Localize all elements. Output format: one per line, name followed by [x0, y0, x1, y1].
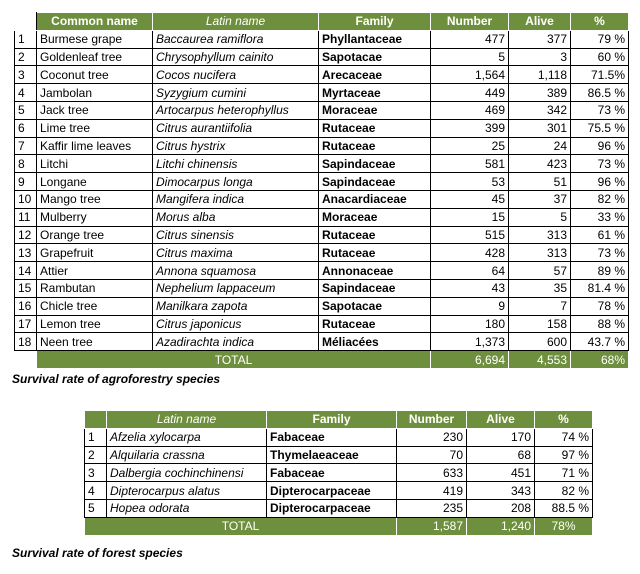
percent-cell: 81.4 % [571, 279, 629, 297]
common-name-cell: Jack tree [37, 101, 153, 119]
family-cell: Rutaceae [319, 119, 431, 137]
latin-name-cell: Nephelium lappaceum [153, 279, 319, 297]
agro-header-row [15, 13, 629, 31]
row-index: 3 [85, 464, 107, 482]
family-cell: Thymelaeaceae [267, 446, 397, 464]
table-row [15, 119, 629, 137]
forest-header-latin-name: Latin name [107, 411, 267, 429]
family-cell: Fabaceae [267, 428, 397, 446]
row-index: 3 [15, 66, 37, 84]
forest-header-percent: % [535, 411, 593, 429]
alive-cell: 1,118 [509, 66, 571, 84]
forest-total-percent: 78% [535, 517, 593, 535]
agro-total-label: TOTAL [37, 351, 431, 369]
forest-total-row [85, 517, 593, 535]
agroforestry-caption: Survival rate of agroforestry species [12, 372, 221, 386]
latin-name-cell: Hopea odorata [107, 499, 267, 517]
row-index: 18 [15, 333, 37, 351]
family-cell: Rutaceae [319, 137, 431, 155]
forest-header-index [85, 411, 107, 429]
family-cell: Sapotacae [319, 297, 431, 315]
latin-name-cell: Afzelia xylocarpa [107, 428, 267, 446]
number-cell: 43 [431, 279, 509, 297]
alive-cell: 57 [509, 262, 571, 280]
forest-total-number: 1,587 [397, 517, 467, 535]
family-cell: Annonaceae [319, 262, 431, 280]
agro-header-latin-name: Latin name [153, 13, 319, 31]
family-cell: Rutaceae [319, 226, 431, 244]
percent-cell: 43.7 % [571, 333, 629, 351]
family-cell: Fabaceae [267, 464, 397, 482]
common-name-cell: Mulberry [37, 208, 153, 226]
percent-cell: 88.5 % [535, 499, 593, 517]
table-row [85, 482, 593, 500]
percent-cell: 73 % [571, 101, 629, 119]
row-index: 4 [85, 482, 107, 500]
agro-total-number: 6,694 [431, 351, 509, 369]
latin-name-cell: Morus alba [153, 208, 319, 226]
alive-cell: 208 [467, 499, 535, 517]
row-index: 14 [15, 262, 37, 280]
number-cell: 1,564 [431, 66, 509, 84]
alive-cell: 24 [509, 137, 571, 155]
row-index: 17 [15, 315, 37, 333]
percent-cell: 60 % [571, 48, 629, 66]
family-cell: Sapotacae [319, 48, 431, 66]
row-index: 11 [15, 208, 37, 226]
common-name-cell: Attier [37, 262, 153, 280]
family-cell: Sapindaceae [319, 279, 431, 297]
latin-name-cell: Annona squamosa [153, 262, 319, 280]
percent-cell: 78 % [571, 297, 629, 315]
percent-cell: 89 % [571, 262, 629, 280]
alive-cell: 51 [509, 173, 571, 191]
agro-total-alive: 4,553 [509, 351, 571, 369]
number-cell: 180 [431, 315, 509, 333]
agro-header-index [15, 13, 37, 31]
family-cell: Rutaceae [319, 315, 431, 333]
agro-header-alive: Alive [509, 13, 571, 31]
alive-cell: 423 [509, 155, 571, 173]
agro-total-row [15, 351, 629, 369]
alive-cell: 343 [467, 482, 535, 500]
table-row [15, 208, 629, 226]
agro-total-percent: 68% [571, 351, 629, 369]
percent-cell: 61 % [571, 226, 629, 244]
row-index: 1 [15, 30, 37, 48]
row-index: 2 [85, 446, 107, 464]
latin-name-cell: Manilkara zapota [153, 297, 319, 315]
number-cell: 9 [431, 297, 509, 315]
latin-name-cell: Dalbergia cochinchinensi [107, 464, 267, 482]
table-row [85, 428, 593, 446]
table-row [15, 173, 629, 191]
number-cell: 15 [431, 208, 509, 226]
alive-cell: 3 [509, 48, 571, 66]
latin-name-cell: Mangifera indica [153, 190, 319, 208]
alive-cell: 313 [509, 244, 571, 262]
number-cell: 70 [397, 446, 467, 464]
common-name-cell: Coconut tree [37, 66, 153, 84]
agro-header-percent: % [571, 13, 629, 31]
percent-cell: 79 % [571, 30, 629, 48]
table-row [85, 464, 593, 482]
agro-table-body [15, 30, 629, 350]
family-cell: Moraceae [319, 208, 431, 226]
number-cell: 235 [397, 499, 467, 517]
family-cell: Anacardiaceae [319, 190, 431, 208]
percent-cell: 73 % [571, 244, 629, 262]
alive-cell: 342 [509, 101, 571, 119]
number-cell: 25 [431, 137, 509, 155]
table-row [15, 101, 629, 119]
alive-cell: 313 [509, 226, 571, 244]
alive-cell: 37 [509, 190, 571, 208]
agroforestry-table [14, 12, 629, 369]
number-cell: 581 [431, 155, 509, 173]
table-row [15, 279, 629, 297]
latin-name-cell: Chrysophyllum cainito [153, 48, 319, 66]
alive-cell: 170 [467, 428, 535, 446]
common-name-cell: Longane [37, 173, 153, 191]
row-index: 7 [15, 137, 37, 155]
number-cell: 633 [397, 464, 467, 482]
alive-cell: 7 [509, 297, 571, 315]
number-cell: 515 [431, 226, 509, 244]
table-row [15, 244, 629, 262]
forest-header-alive: Alive [467, 411, 535, 429]
table-row [15, 315, 629, 333]
latin-name-cell: Dipterocarpus alatus [107, 482, 267, 500]
number-cell: 428 [431, 244, 509, 262]
forest-header-family: Family [267, 411, 397, 429]
percent-cell: 82 % [535, 482, 593, 500]
family-cell: Dipterocarpaceae [267, 482, 397, 500]
latin-name-cell: Citrus hystrix [153, 137, 319, 155]
latin-name-cell: Alquilaria crassna [107, 446, 267, 464]
family-cell: Méliacées [319, 333, 431, 351]
table-row [15, 155, 629, 173]
latin-name-cell: Dimocarpus longa [153, 173, 319, 191]
number-cell: 5 [431, 48, 509, 66]
number-cell: 1,373 [431, 333, 509, 351]
forest-caption: Survival rate of forest species [12, 546, 183, 560]
latin-name-cell: Cocos nucifera [153, 66, 319, 84]
percent-cell: 73 % [571, 155, 629, 173]
row-index: 1 [85, 428, 107, 446]
latin-name-cell: Syzygium cumini [153, 84, 319, 102]
forest-table-body [85, 428, 593, 517]
alive-cell: 35 [509, 279, 571, 297]
alive-cell: 451 [467, 464, 535, 482]
common-name-cell: Orange tree [37, 226, 153, 244]
percent-cell: 97 % [535, 446, 593, 464]
family-cell: Arecaceae [319, 66, 431, 84]
number-cell: 419 [397, 482, 467, 500]
number-cell: 477 [431, 30, 509, 48]
number-cell: 64 [431, 262, 509, 280]
row-index: 15 [15, 279, 37, 297]
forest-header-row [85, 411, 593, 429]
latin-name-cell: Azadirachta indica [153, 333, 319, 351]
percent-cell: 71.5% [571, 66, 629, 84]
forest-table [84, 410, 593, 536]
family-cell: Phyllantaceae [319, 30, 431, 48]
row-index: 4 [15, 84, 37, 102]
percent-cell: 33 % [571, 208, 629, 226]
table-row [15, 297, 629, 315]
alive-cell: 158 [509, 315, 571, 333]
percent-cell: 74 % [535, 428, 593, 446]
row-index: 12 [15, 226, 37, 244]
common-name-cell: Burmese grape [37, 30, 153, 48]
latin-name-cell: Litchi chinensis [153, 155, 319, 173]
row-index: 6 [15, 119, 37, 137]
common-name-cell: Lime tree [37, 119, 153, 137]
percent-cell: 96 % [571, 173, 629, 191]
alive-cell: 389 [509, 84, 571, 102]
alive-cell: 68 [467, 446, 535, 464]
percent-cell: 75.5 % [571, 119, 629, 137]
alive-cell: 301 [509, 119, 571, 137]
forest-total-label: TOTAL [85, 517, 397, 535]
common-name-cell: Chicle tree [37, 297, 153, 315]
number-cell: 230 [397, 428, 467, 446]
table-row [85, 446, 593, 464]
number-cell: 45 [431, 190, 509, 208]
alive-cell: 5 [509, 208, 571, 226]
agro-header-family: Family [319, 13, 431, 31]
common-name-cell: Neen tree [37, 333, 153, 351]
table-row [15, 333, 629, 351]
agro-header-common-name: Common name [37, 13, 153, 31]
row-index: 13 [15, 244, 37, 262]
common-name-cell: Mango tree [37, 190, 153, 208]
row-index: 5 [15, 101, 37, 119]
table-row [15, 30, 629, 48]
forest-header-number: Number [397, 411, 467, 429]
common-name-cell: Rambutan [37, 279, 153, 297]
common-name-cell: Goldenleaf tree [37, 48, 153, 66]
common-name-cell: Kaffir lime leaves [37, 137, 153, 155]
table-row [15, 48, 629, 66]
number-cell: 469 [431, 101, 509, 119]
family-cell: Dipterocarpaceae [267, 499, 397, 517]
number-cell: 399 [431, 119, 509, 137]
family-cell: Myrtaceae [319, 84, 431, 102]
family-cell: Sapindaceae [319, 155, 431, 173]
common-name-cell: Litchi [37, 155, 153, 173]
common-name-cell: Grapefruit [37, 244, 153, 262]
table-row [15, 137, 629, 155]
agro-header-number: Number [431, 13, 509, 31]
family-cell: Rutaceae [319, 244, 431, 262]
table-row [15, 84, 629, 102]
latin-name-cell: Baccaurea ramiflora [153, 30, 319, 48]
common-name-cell: Jambolan [37, 84, 153, 102]
percent-cell: 88 % [571, 315, 629, 333]
percent-cell: 71 % [535, 464, 593, 482]
percent-cell: 96 % [571, 137, 629, 155]
alive-cell: 600 [509, 333, 571, 351]
latin-name-cell: Citrus maxima [153, 244, 319, 262]
family-cell: Moraceae [319, 101, 431, 119]
latin-name-cell: Artocarpus heterophyllus [153, 101, 319, 119]
row-index: 8 [15, 155, 37, 173]
percent-cell: 82 % [571, 190, 629, 208]
table-row [15, 262, 629, 280]
latin-name-cell: Citrus japonicus [153, 315, 319, 333]
table-row [15, 66, 629, 84]
percent-cell: 86.5 % [571, 84, 629, 102]
latin-name-cell: Citrus aurantiifolia [153, 119, 319, 137]
row-index: 5 [85, 499, 107, 517]
row-index: 2 [15, 48, 37, 66]
row-index: 16 [15, 297, 37, 315]
table-row [15, 190, 629, 208]
row-index: 9 [15, 173, 37, 191]
number-cell: 449 [431, 84, 509, 102]
number-cell: 53 [431, 173, 509, 191]
table-row [15, 226, 629, 244]
family-cell: Sapindaceae [319, 173, 431, 191]
row-index: 10 [15, 190, 37, 208]
table-row [85, 499, 593, 517]
agro-total-blank [15, 351, 37, 369]
alive-cell: 377 [509, 30, 571, 48]
common-name-cell: Lemon tree [37, 315, 153, 333]
latin-name-cell: Citrus sinensis [153, 226, 319, 244]
forest-total-alive: 1,240 [467, 517, 535, 535]
